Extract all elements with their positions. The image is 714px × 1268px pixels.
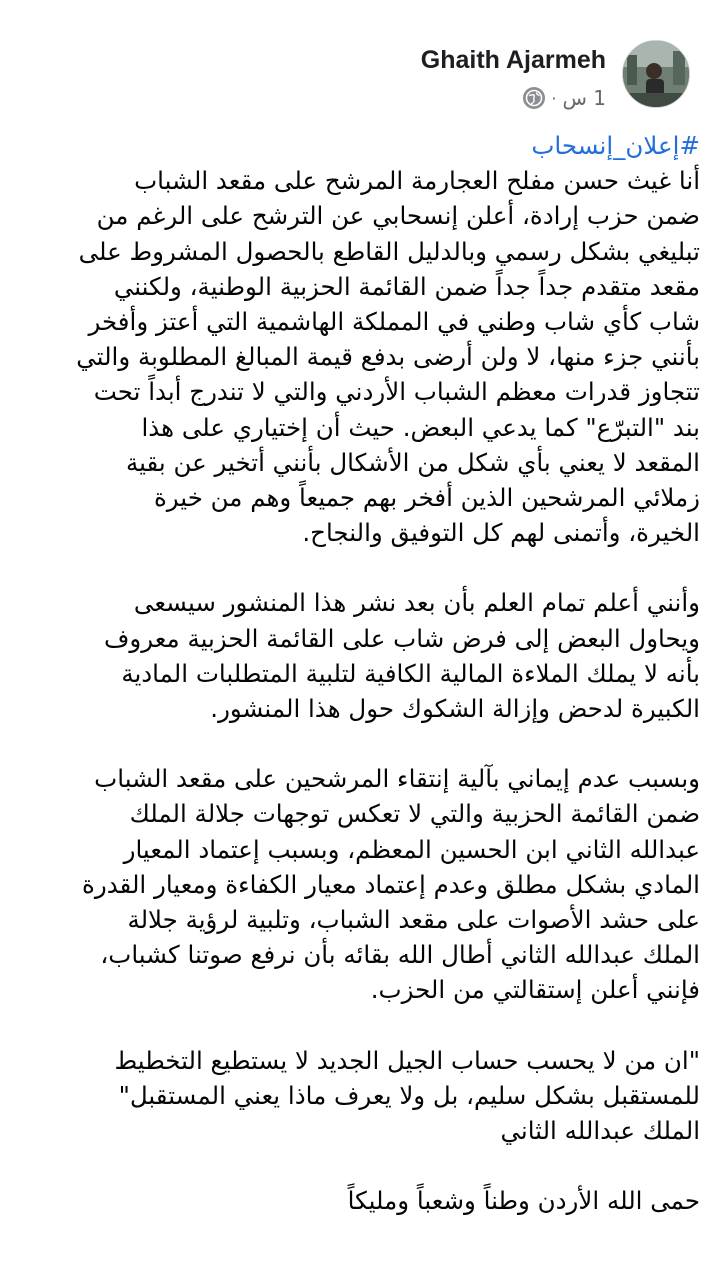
text-line: الملك عبدالله الثاني أطال الله بقائه بأن نرفع صوتنا كشباب،	[100, 940, 700, 970]
paragraph-4-quote	[20, 1043, 700, 1149]
text-line: على حشد الأصوات على مقعد الشباب، وتلبية لرؤية جلالة	[127, 905, 700, 935]
author-avatar[interactable]	[622, 40, 690, 108]
text-line: تتجاوز قدرات معظم الشباب الأردني والتي لا تندرج أبداً تحت	[93, 377, 700, 407]
text-line: شاب كأي شاب وطني في المملكة الهاشمية التي أعتز وأفخر	[88, 307, 700, 337]
text-line: وأنني أعلم تمام العلم بأن بعد نشر هذا المنشور سيسعى	[133, 588, 700, 618]
paragraph-1	[20, 163, 700, 550]
text-line: "ان من لا يحسب حساب الجيل الجديد لا يستطيع التخطيط	[114, 1045, 700, 1075]
paragraph-spacer	[20, 726, 700, 761]
globe-icon[interactable]	[523, 87, 545, 109]
text-line: وبسبب عدم إيماني بآلية إنتقاء المرشحين على مقعد الشباب	[94, 764, 700, 794]
text-line: حمى الله الأردن وطناً وشعباً ومليكاً	[347, 1186, 700, 1216]
hashtag-link[interactable]: #إعلان_إنسحاب	[531, 131, 700, 160]
text-line: الخيرة، وأتمنى لهم كل التوفيق والنجاح.	[302, 518, 700, 548]
author-name[interactable]: Ghaith Ajarmeh	[420, 46, 606, 74]
text-line: تبليغي بشكل رسمي وبالدليل القاطع بالحصول المشروط على	[78, 236, 700, 266]
text-line: ضمن القائمة الحزبية والتي لا تعكس توجهات جلالة الملك	[129, 799, 700, 829]
meta-separator: ·	[551, 88, 557, 108]
paragraph-spacer	[20, 1008, 700, 1043]
text-line: المقعد لا يعني بأي شكل من الأشكال بأنني أتخير عن بقية	[125, 447, 700, 477]
text-line: بند "التبرّع" كما يدعي البعض. حيث أن إختياري على هذا	[141, 412, 700, 442]
text-line: الكبيرة لدحض وإزالة الشكوك حول هذا المنشور.	[210, 694, 700, 724]
text-line: بأنه لا يملك الملاءة المالية الكافية لتلبية المتطلبات المادية	[121, 658, 700, 688]
text-line: فإنني أعلن إستقالتي من الحزب.	[370, 975, 700, 1005]
text-line: الملك عبدالله الثاني	[500, 1116, 700, 1146]
text-line: ويحاول البعض إلى فرض شاب على القائمة الحزبية معروف	[103, 623, 700, 653]
text-line: المادي بشكل مطلق وعدم إعتماد معيار الكفاءة ومعيار القدرة	[82, 869, 700, 899]
text-line: بأنني جزء منها، لا ولن أرضى بدفع قيمة المبالغ المطلوبة والتي	[76, 342, 700, 372]
text-line: أنا غيث حسن مفلح العجارمة المرشح على مقعد الشباب	[134, 166, 700, 196]
post-body	[20, 128, 700, 1218]
text-line: زملائي المرشحين الذين أفخر بهم جميعاً وهم من خيرة	[153, 483, 700, 513]
text-line: عبدالله الثاني ابن الحسين المعظم، وبسبب إعتماد المعيار	[123, 834, 700, 864]
post-time[interactable]: 1 س	[562, 86, 606, 110]
paragraph-5	[20, 1183, 700, 1218]
post-meta	[523, 86, 606, 110]
text-line: ضمن حزب إرادة، أعلن إنسحابي عن الترشح على الرغم من	[96, 201, 700, 231]
text-line: للمستقبل بشكل سليم، بل ولا يعرف ماذا يعني المستقبل"	[118, 1080, 700, 1110]
avatar-photo	[623, 41, 689, 107]
text-line: مقعد متقدم جداً جداً ضمن القائمة الحزبية الوطنية، ولكنني	[113, 271, 700, 301]
paragraph-spacer	[20, 550, 700, 585]
paragraph-2	[20, 585, 700, 726]
paragraph-spacer	[20, 1148, 700, 1183]
paragraph-3	[20, 761, 700, 1007]
post-header	[0, 0, 714, 130]
